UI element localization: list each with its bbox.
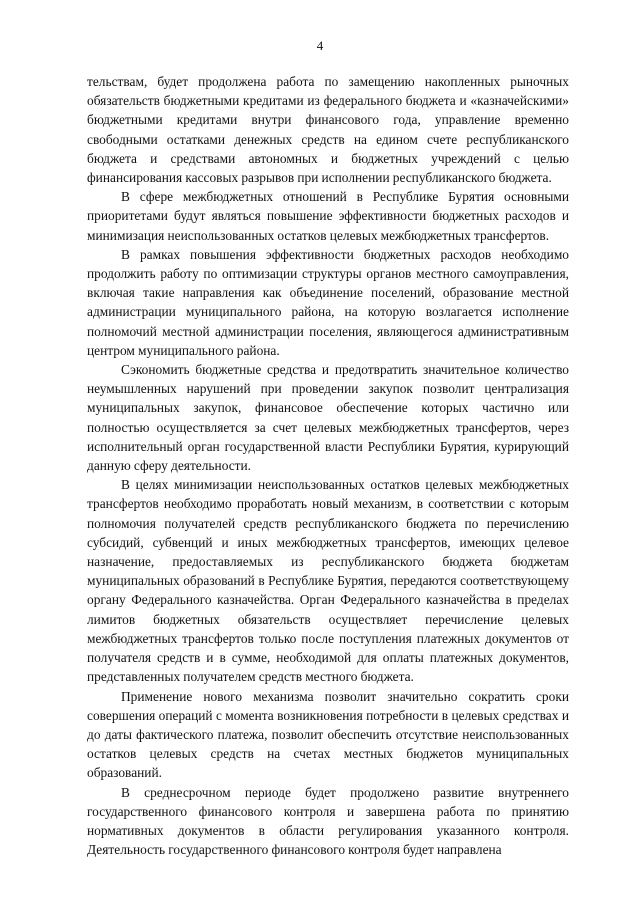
paragraph-new-mechanism: В целях минимизации неиспользованных остатков целевых межбюджетных трансфертов необходимо проработать новый механизм, в соответствии с которым полномочия получателей средств республиканского бюджета по перечислению субсидий, субвенций и иных межбюджетных трансфертов, имеющих целевое назначение, предоставляемых из республиканского бюджета бюджетам муниципальных образований в Республике Бурятия, передаются соответствующему органу Федерального казначейства. Орган Федерального казначейства в пределах лимитов бюджетных обязательств осуществляет перечисление целевых межбюджетных трансфертов только после поступления платежных документов от получателя средств и в сумме, необходимой для оплаты платежных документов, представленных получателем средств местного бюджета. bbox=[87, 477, 569, 685]
paragraph-interbudget-priorities: В сфере межбюджетных отношений в Республике Бурятия основными приоритетами будут являться повышение эффективности бюджетных расходов и минимизация неиспользованных остатков целевых межбюджетных трансфертов. bbox=[87, 189, 569, 243]
page-number: 4 bbox=[316, 38, 324, 53]
paragraph-mechanism-benefits: Применение нового механизма позволит значительно сократить сроки совершения операций с момента возникновения потребности в целевых средствах и до даты фактического платежа, позволит обеспечить отсутствие неиспользованных остатков целевых средств на счетах местных бюджетов муниципальных образований. bbox=[87, 688, 569, 781]
paragraph-financial-control: В среднесрочном периоде будет продолжено развитие внутреннего государственного финансового контроля и завершена работа по принятию нормативных документов в области регулирования указанного контроля. Деятельность государственного финансового контроля будет направлена bbox=[87, 784, 569, 858]
paragraph-efficiency: В рамках повышения эффективности бюджетных расходов необходимо продолжить работу по оптимизации структуры органов местного самоуправления, включая такие направления как объединение поселений, образование местной администрации муниципального района, на которую возлагается исполнение полномочий местной администрации поселения, являющегося административным центром муниципального района. bbox=[87, 246, 569, 358]
paragraph-procurement: Сэкономить бюджетные средства и предотвратить значительное количество неумышленных нарушений при проведении закупок позволит централизация муниципальных закупок, финансовое обеспечение которых частично или полностью осуществляется за счет целевых межбюджетных трансфертов, через исполнительный орган государственной власти Республики Бурятия, курирующий данную сферу деятельности. bbox=[87, 362, 569, 474]
document-body bbox=[87, 72, 569, 859]
paragraph-continuation: тельствам, будет продолжена работа по замещению накопленных рыночных обязательств бюджетными кредитами из федерального бюджета и «казначейскими» бюджетными кредитами внутри финансового года, управление временно свободными остатками денежных средств на едином счете республиканского бюджета и средствами автономных и бюджетных учреждений с целью финансирования кассовых разрывов при исполнении республиканского бюджета. bbox=[87, 74, 569, 186]
